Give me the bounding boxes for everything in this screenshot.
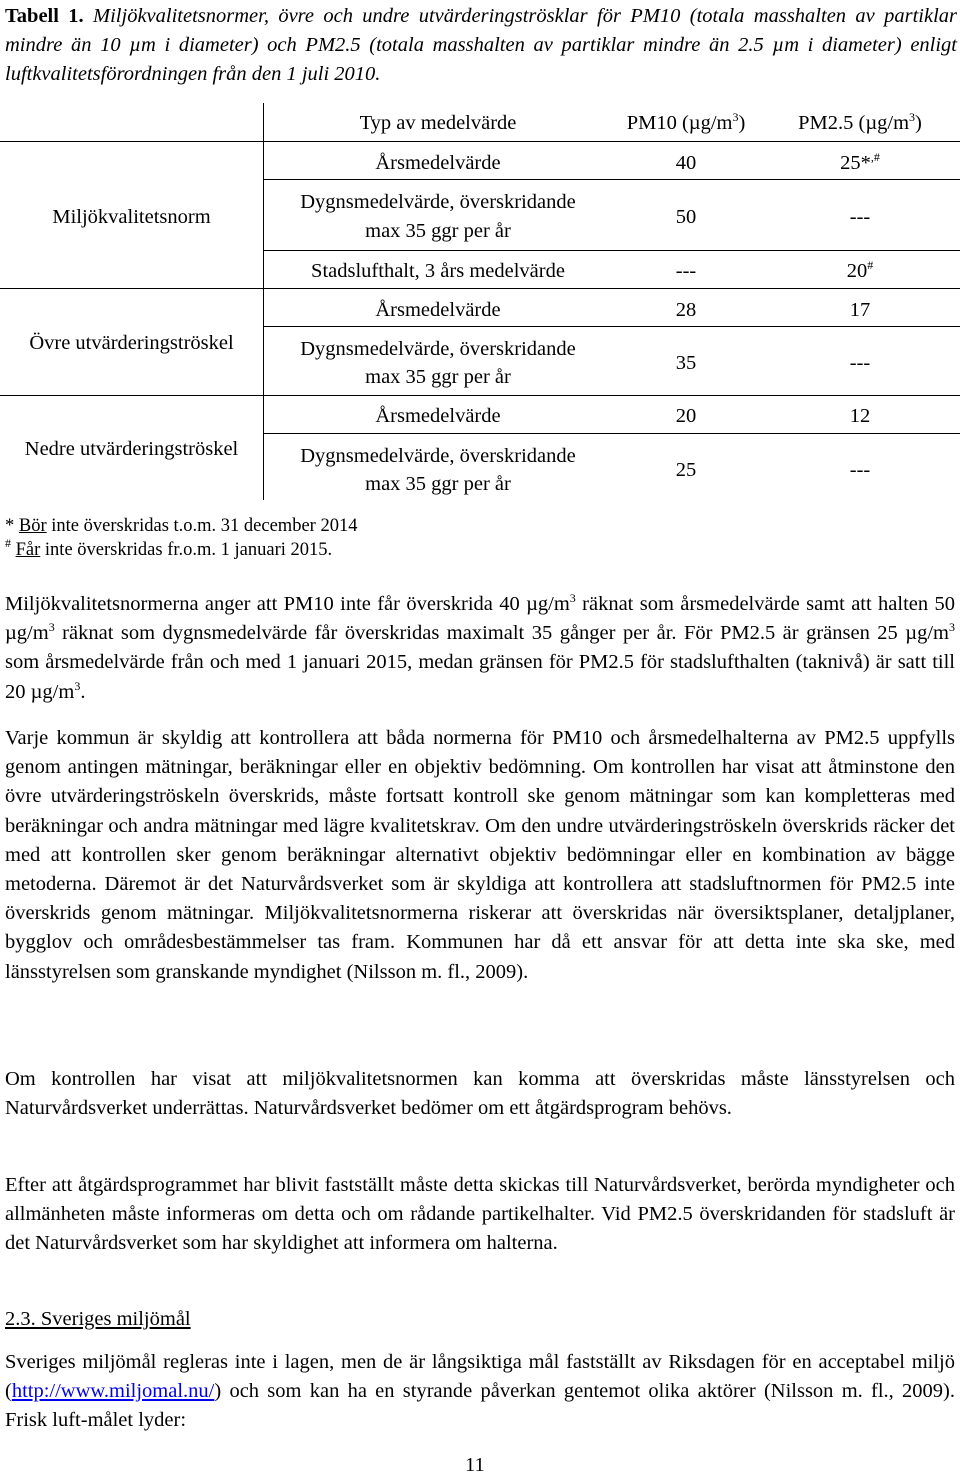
cell-pm25: 12 [849, 405, 871, 427]
cell-pm10: 40 [675, 152, 697, 174]
cell-type: Dygnsmedelvärde, överskridande [300, 445, 576, 467]
header-type: Typ av medelvärde [359, 112, 517, 134]
table-caption [5, 2, 957, 89]
cell-type: Stadslufthalt, 3 års medelvärde [311, 260, 565, 282]
cell-pm10: 35 [675, 352, 697, 374]
row-label-nedre: Nedre utvärderingströskel [24, 438, 239, 460]
footnote-1: * Bör inte överskridas t.o.m. 31 december 2014 [5, 516, 358, 536]
cell-pm10: 20 [675, 405, 697, 427]
cell-type: Årsmedelvärde [375, 299, 501, 321]
header-pm10: PM10 $(\mu g/m^3)$ [626, 110, 746, 134]
cell-pm10: 28 [675, 299, 697, 321]
cell-pm25: --- [849, 352, 871, 374]
cell-type: Årsmedelvärde [375, 405, 501, 427]
miljomal-link[interactable]: http://www.miljomal.nu/ [11, 1380, 215, 1403]
table-rule [0, 395, 960, 396]
cell-type: max 35 ggr per år [365, 220, 511, 242]
cell-pm25: --- [849, 459, 871, 481]
page-number: 11 [465, 1454, 485, 1476]
table-rule [263, 250, 960, 251]
cell-pm10: 50 [675, 206, 697, 228]
paragraph-3: Om kontrollen har visat att miljökvalitetsnormen kan komma att överskridas måste länsstyrelsen och Naturvårdsverket underrättas. Naturvårdsverket bedömer om ett åtgärdsprogram behövs. [5, 1068, 955, 1120]
row-label-miljokvalitetsnorm: Miljökvalitetsnorm [52, 206, 211, 228]
table-rule [263, 326, 960, 327]
cell-pm25: --- [849, 206, 871, 228]
cell-pm25: 20# [846, 258, 874, 282]
cell-type: Dygnsmedelvärde, överskridande [300, 191, 576, 213]
cell-pm25: 25*,# [840, 150, 880, 174]
table-rule [263, 433, 960, 434]
header-pm25: PM2.5 $(\mu g/m^3)$ [798, 110, 922, 134]
cell-type: Årsmedelvärde [375, 152, 501, 174]
table-rule [0, 288, 960, 289]
cell-pm10: --- [675, 260, 697, 282]
cell-type: Dygnsmedelvärde, överskridande [300, 338, 576, 360]
paragraph-4: Efter att åtgärdsprogrammet har blivit fastställt måste detta skickas till Naturvårdsverket, berörda myndigheter och allmänheten måste informeras om detta och om rådande partikelhalter. Vid PM2.5 överskridanden för stadsluft är det Naturvårdsverket som har skyldighet att informera om halterna. [5, 1174, 955, 1255]
row-label-ovre: Övre utvärderingströskel [29, 332, 234, 354]
section-heading: 2.3. Sveriges miljömål [5, 1308, 191, 1330]
footnote-2: # Får inte överskridas fr.o.m. 1 januari 2015. [5, 536, 333, 560]
cell-pm25: 17 [849, 299, 871, 321]
caption-label: Tabell 1. [5, 5, 84, 27]
paragraph-2: Varje kommun är skyldig att kontrollera att båda normerna för PM10 och årsmedelhalterna av PM2.5 uppfylls genom antingen mätningar, beräkningar eller en objektiv bedömning. Om kontrollen har visat att åtminstone den övre utvärderingströskeln överskrids, måste fortsatt kontroll ske genom mätningar som kan kompletteras med beräkningar och andra mätningar med lägre kvalitetskrav. Om den undre utvärderingströskeln överskrids räcker det med att kontrollen sker genom beräkningar alternativt objektiv bedömningar eller en kombination av bägge metoderna. Däremot är det Naturvårdsverket som är skyldiga att kontrollera att stadsluftnormen för PM2.5 inte överskrids genom mätningar. Miljökvalitetsnormerna riskerar att överskridas när översiktsplaner, detaljplaner, bygglov och områdesbestämmelser tas fram. Kommunen har då ett ansvar för att detta inte ska ske, med länsstyrelsen som granskande myndighet (Nilsson m. fl., 2009). [5, 727, 955, 983]
cell-pm10: 25 [675, 459, 697, 481]
cell-type: max 35 ggr per år [365, 366, 511, 388]
table-rule [0, 141, 960, 142]
table-rule [263, 179, 960, 180]
caption-text: Miljökvalitetsnormer, övre och undre utvärderingströsklar för PM10 (totala masshalten av partiklar mindre än 10 µm i diameter) och PM2.5 (totala masshalten av partiklar mindre än 2.5 µm i diameter) enligt luftkvalitetsförordningen från den 1 juli 2010. [5, 5, 957, 85]
cell-type: max 35 ggr per år [365, 473, 511, 495]
paragraph-1: Miljökvalitetsnormerna anger att PM10 inte får överskrida 40 $\mu g/m^3$ räknat som årsmedelvärde samt att halten 50 $\mu g/m^3$ räknat som dygnsmedelvärde får överskridas maximalt 35 gånger per år. För PM2.5 är gränsen 25 $\mu g/m^3$ som årsmedelvärde från och med 1 januari 2015, medan gränsen för PM2.5 för stadslufthalten (taknivå) är satt till 20 $\mu g/m^3$. [5, 591, 955, 703]
limits-table [0, 103, 960, 503]
paragraph-5: Sveriges miljömål regleras inte i lagen, men de är långsiktiga mål fastställt av Riksdagen för en acceptabel miljö (http://www.miljomal.nu/) och som kan ha en styrande påverkan gentemot olika aktörer (Nilsson m. fl., 2009). Frisk luft-målet lyder: [5, 1351, 955, 1432]
